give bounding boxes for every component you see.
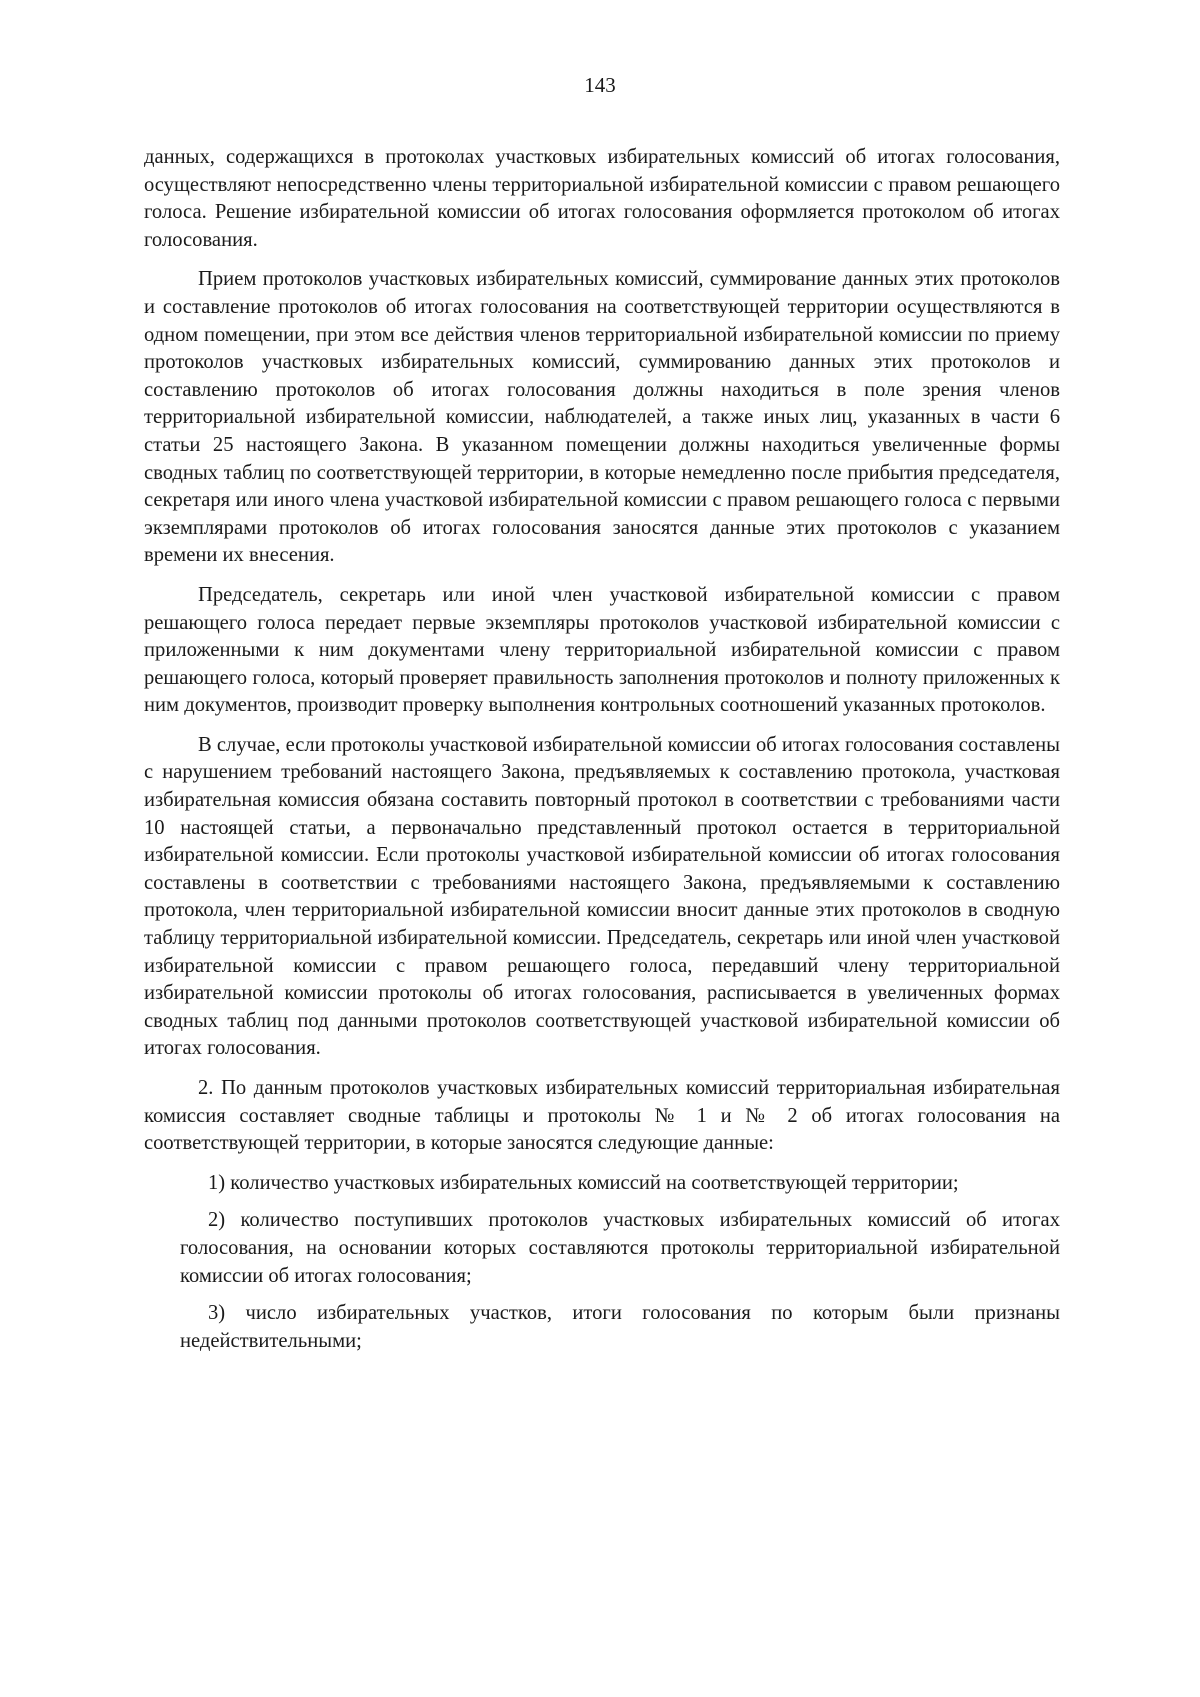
paragraph-protocol-acceptance: Прием протоколов участковых избирательных комиссий, суммирование данных этих протоколов и составление протоколов об итогах голосования на соответствующей территории осуществляются в одном помещении, при этом все действия членов территориальной избирательной комиссии по приему протоколов участковых избирательных комиссий, суммированию данных этих протоколов и составлению протоколов об итогах голосования должны находиться в поле зрения членов территориальной избирательной комиссии, наблюдателей, а также иных лиц, указанных в части 6 статьи 25 настоящего Закона. В указанном помещении должны находиться увеличенные формы сводных таблиц по соответствующей территории, в которые немедленно после прибытия председателя, секретаря или иного члена участковой избирательной комиссии с правом решающего голоса с первыми экземплярами протоколов об итогах голосования заносятся данные этих протоколов с указанием времени их внесения. <box>144 268 1060 567</box>
list-item-1: 1) количество участковых избирательных комиссий на соответствующей территории; <box>208 1171 959 1194</box>
paragraph-chairman-transfer: Председатель, секретарь или иной член участковой избирательной комиссии с правом решающего голоса передает первые экземпляры протоколов участковой избирательной комиссии с приложенными к ним документами члену территориальной избирательной комиссии с правом решающего голоса, который проверяет правильность заполнения протоколов и полноту приложенных к ним документов, производит проверку выполнения контрольных соотношений указанных протоколов. <box>144 583 1060 717</box>
list-item-3: 3) число избирательных участков, итоги голосования по которым были признаны недействительными; <box>180 1302 1060 1352</box>
document-body <box>144 144 1060 1365</box>
paragraph-section-2: 2. По данным протоколов участковых избирательных комиссий территориальная избирательная комиссия составляет сводные таблицы и протоколы № 1 и № 2 об итогах голосования на соответствующей территории, в которые заносятся следующие данные: <box>144 1077 1060 1155</box>
page-number: 143 <box>584 73 616 97</box>
paragraph-continuation: данных, содержащихся в протоколах участковых избирательных комиссий об итогах голосования, осуществляют непосредственно члены территориальной избирательной комиссии с правом решающего голоса. Решение избирательной комиссии об итогах голосования оформляется протоколом об итогах голосования. <box>144 146 1060 251</box>
list-item-2: 2) количество поступивших протоколов участковых избирательных комиссий об итогах голосования, на основании которых составляются протоколы территориальной избирательной комиссии об итогах голосования; <box>180 1209 1060 1287</box>
paragraph-violations: В случае, если протоколы участковой избирательной комиссии об итогах голосования составлены с нарушением требований настоящего Закона, предъявляемых к составлению протокола, участковая избирательная комиссия обязана составить повторный протокол в соответствии с требованиями части 10 настоящей статьи, а первоначально представленный протокол остается в территориальной избирательной комиссии. Если протоколы участковой избирательной комиссии об итогах голосования составлены в соответствии с требованиями настоящего Закона, предъявляемыми к составлению протокола, член территориальной избирательной комиссии вносит данные этих протоколов в сводную таблицу территориальной избирательной комиссии. Председатель, секретарь или иной член участковой избирательной комиссии с правом решающего голоса, передавший члену территориальной избирательной комиссии протоколы об итогах голосования, расписывается в увеличенных формах сводных таблиц под данными протоколов соответствующей участковой избирательной комиссии об итогах голосования. <box>144 733 1060 1060</box>
